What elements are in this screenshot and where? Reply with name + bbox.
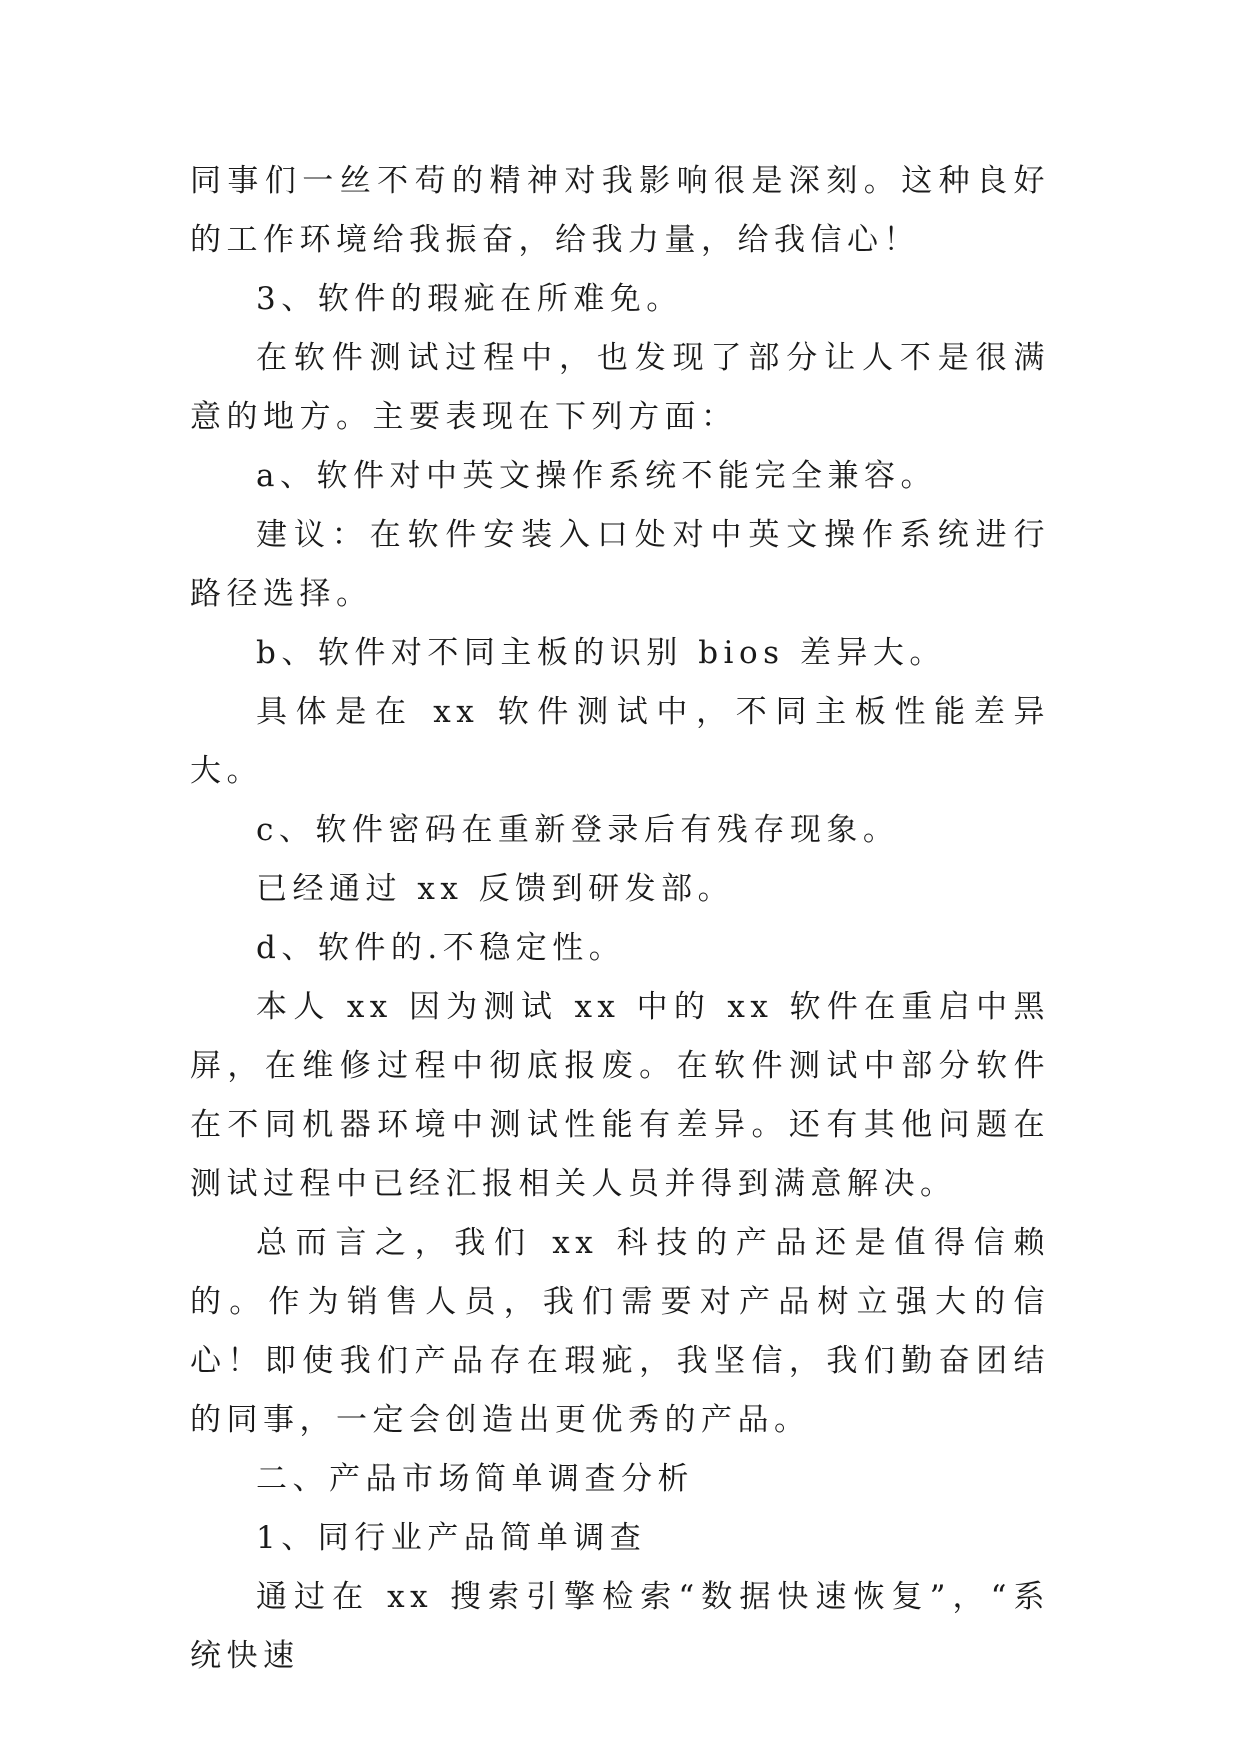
section-item-heading: 1、同行业产品简单调查 bbox=[256, 1520, 647, 1556]
paragraph: 已经通过 xx 反馈到研发部。 bbox=[256, 871, 735, 907]
paragraph: 总而言之，我们 xx 科技的产品还是值得信赖的。作为销售人员，我们需要对产品树立强大的信心！即使我们产品存在瑕疵，我坚信，我们勤奋团结的同事，一定会创造出更优秀的产品。 bbox=[190, 1225, 1050, 1438]
paragraph: 在软件测试过程中，也发现了部分让人不是很满意的地方。主要表现在下列方面： bbox=[190, 340, 1050, 435]
list-item: c、软件密码在重新登录后有残存现象。 bbox=[256, 812, 900, 848]
paragraph: 本人 xx 因为测试 xx 中的 xx 软件在重启中黑屏，在维修过程中彻底报废。在软件测试中部分软件在不同机器环境中测试性能有差异。还有其他问题在测试过程中已经汇报相关人员并得到满意解决。 bbox=[190, 989, 1050, 1202]
paragraph: 建议：在软件安装入口处对中英文操作系统进行路径选择。 bbox=[190, 517, 1050, 612]
paragraph: 通过在 xx 搜索引擎检索“数据快速恢复”，“系统快速 bbox=[190, 1579, 1050, 1674]
paragraph: 同事们一丝不苟的精神对我影响很是深刻。这种良好的工作环境给我振奋，给我力量，给我信心！ bbox=[190, 163, 1050, 258]
list-item: d、软件的.不稳定性。 bbox=[256, 930, 626, 966]
document-body bbox=[190, 152, 1050, 1686]
paragraph: 具体是在 xx 软件测试中，不同主板性能差异大。 bbox=[190, 694, 1050, 789]
section-item-heading: 3、软件的瑕疵在所难免。 bbox=[256, 281, 683, 317]
list-item: b、软件对不同主板的识别 bios 差异大。 bbox=[256, 635, 946, 671]
section-heading: 二、产品市场简单调查分析 bbox=[256, 1461, 694, 1497]
list-item: a、软件对中英文操作系统不能完全兼容。 bbox=[256, 458, 937, 494]
